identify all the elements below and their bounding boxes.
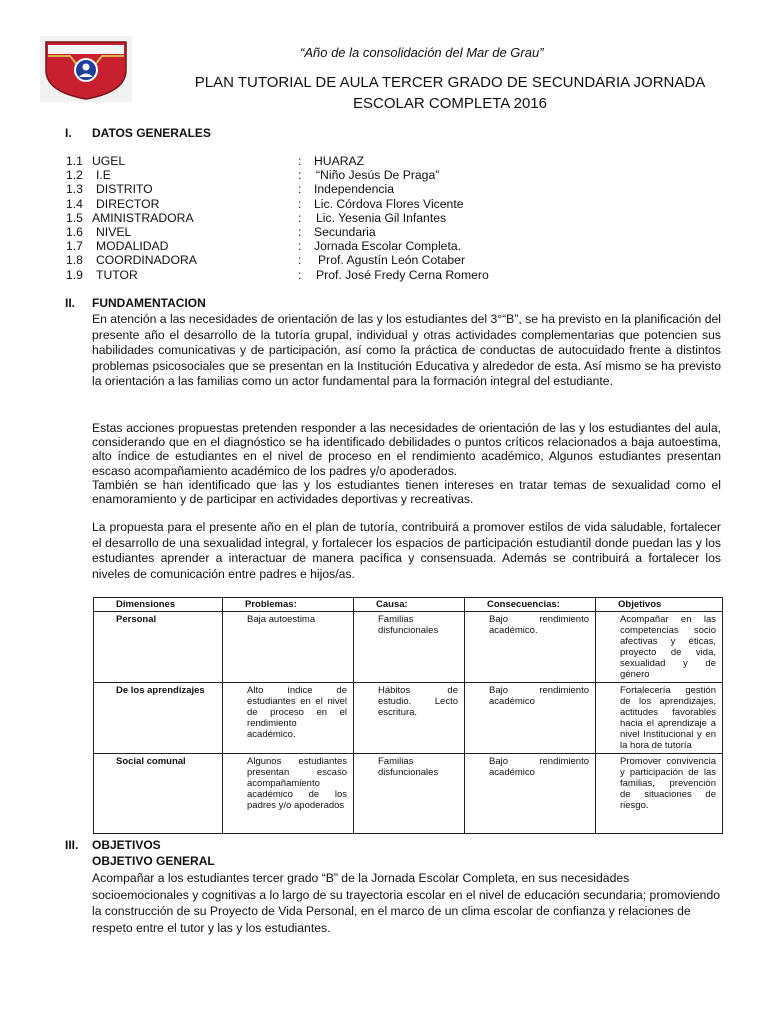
header-problemas: Problemas: [223, 598, 354, 612]
data-row [66, 182, 546, 196]
page-title [140, 72, 760, 114]
data-row [66, 253, 546, 267]
header-dimensiones: Dimensiones [94, 598, 223, 612]
row-label: AMINISTRADORA [92, 210, 194, 225]
row-label: TUTOR [96, 267, 138, 282]
row-value: Lic. Córdova Flores Vicente [314, 196, 464, 211]
row-value: Prof. Agustín León Cotaber [318, 253, 466, 268]
row-label: DIRECTOR [96, 196, 160, 211]
fundamentacion-paragraph-3: La propuesta para el presente año en el plan de tutoría, contribuirá a promover estilos de vida saludable, fortalecer el desarrollo de una sexualidad integral, y fortalecer los espacios de participación estudiantil donde puedan las y los estudiantes aprender a interactuar de manera pacífica y consensuada. Además se contribuirá a fortalecer los niveles de comunicación entre padres e hijos/as. [92, 520, 721, 581]
table-cell: Fortalecería gestión de los aprendizajes, actitudes favorables hacia el aprendizaje a nivel Institucional y en la hora de tutoría [596, 683, 723, 754]
header-consecuencias: Consecuencias: [465, 598, 596, 612]
row-value: Jornada Escolar Completa. [314, 239, 461, 254]
table-row [94, 612, 723, 683]
section-1-number: I. [65, 126, 72, 140]
row-number: 1.4 [66, 196, 83, 211]
year-motto: “Año de la consolidación del Mar de Grau” [300, 45, 544, 60]
table-cell: Promover convivencia y participación de las familias, prevención de situaciones de riesgo. [596, 754, 723, 834]
table-cell: Alto índice de estudiantes en el nivel de proceso en el rendimiento académico. [223, 683, 354, 754]
data-row [66, 168, 546, 182]
paragraph-2b: También se han identificado que las y los estudiantes tienen intereses en tratar temas de sexualidad como el enamoramiento y de participar en actividades deportivas y recreativas. [92, 477, 721, 507]
objetivo-general-paragraph: Acompañar a los estudiantes tercer grado “B” de la Jornada Escolar Completa, en sus necesidades socioemocionales y cognitivas a lo largo de su trayectoria escolar en el nivel de educación secundaria; promoviendo la construcción de su Proyecto de Vida Personal, en el marco de un clima escolar de confianza y relaciones de respeto entre el tutor y las y los estudiantes. [92, 871, 721, 935]
title-line-2: ESCOLAR COMPLETA 2016 [353, 95, 547, 112]
row-value: Prof. José Fredy Cerna Romero [316, 267, 489, 282]
table-cell: Familias disfuncionales [354, 612, 465, 683]
section-3-heading [65, 838, 161, 852]
row-colon: : [298, 168, 302, 183]
row-colon: : [298, 224, 302, 239]
row-value: Secundaria [314, 224, 376, 239]
section-1-heading [65, 126, 211, 140]
data-row [66, 211, 546, 225]
paragraph-2a: Estas acciones propuestas pretenden responder a las necesidades de orientación de las y los estudiantes del aula, considerando que en el diagnóstico se ha identificado debilidades o puntos críticos relacionados a baja autoestima, alto índice de estudiantes en el nivel de proceso en el rendimiento académico, Algunos estudiantes presentan escaso acompañamiento académico de los padres y/o apoderados. [92, 421, 721, 478]
row-number: 1.3 [66, 182, 83, 197]
row-number: 1.2 [66, 168, 83, 183]
school-crest-logo [40, 36, 132, 102]
data-row [66, 225, 546, 239]
section-3-title: OBJETIVOS [92, 838, 161, 852]
row-colon: : [298, 239, 302, 254]
row-number: 1.8 [66, 253, 83, 268]
dimensions-table [93, 597, 723, 834]
section-2-heading [65, 296, 206, 310]
fundamentacion-paragraph-2 [92, 421, 721, 506]
table-header-row [94, 598, 723, 612]
row-number: 1.6 [66, 224, 83, 239]
data-row [66, 154, 546, 168]
row-number: 1.5 [66, 210, 83, 225]
table-cell: Social comunal [94, 754, 223, 834]
row-value: “Niño Jesús De Praga” [316, 168, 440, 183]
fundamentacion-paragraph-1: En atención a las necesidades de orientación de las y los estudiantes del 3°“B”, se ha previsto en la planificación del presente año el desarrollo de la tutoría grupal, individual y otras actividades complementarias que potencien sus habilidades comunicativas y de participación, así como la práctica de conductas de autocuidado frente a distintos problemas psicosociales que se presentan en la Institución Educativa y alrededor de esta. Así mismo se ha previsto la orientación a las familias como un actor fundamental para la formación integral del estudiante. [92, 312, 721, 388]
row-label: I.E [96, 168, 111, 183]
header-objetivos: Objetivos [596, 598, 723, 612]
row-label: UGEL [92, 154, 126, 168]
table-row [94, 754, 723, 834]
table-cell: Acompañar en las competencias socio afectivas y éticas, proyecto de vida, sexualidad y de género [596, 612, 723, 683]
data-row [66, 268, 546, 282]
row-label: COORDINADORA [96, 253, 197, 268]
row-colon: : [298, 267, 302, 282]
section-2-number: II. [65, 296, 76, 310]
table-cell: Hábitos de estudio. Lecto escritura. [354, 683, 465, 754]
section-2-title: FUNDAMENTACION [92, 296, 206, 310]
general-data-list [66, 154, 546, 282]
table-cell: Personal [94, 612, 223, 683]
header-causa: Causa: [354, 598, 465, 612]
table-row [94, 683, 723, 754]
section-3-number: III. [65, 838, 79, 852]
row-value: Lic. Yesenia Gil Infantes [316, 210, 447, 225]
table-cell: Bajo rendimiento académico. [465, 612, 596, 683]
row-number: 1.1 [66, 154, 83, 168]
table-cell: Bajo rendimiento académico [465, 683, 596, 754]
row-colon: : [298, 196, 302, 211]
row-value: Independencia [314, 182, 394, 197]
table-cell: Algunos estudiantes presentan escaso acompañamiento académico de los padres y/o apoderados [223, 754, 354, 834]
table-cell: Bajo rendimiento académico [465, 754, 596, 834]
row-colon: : [298, 253, 302, 268]
row-colon: : [298, 210, 302, 225]
table-cell: Baja autoestima [223, 612, 354, 683]
row-number: 1.7 [66, 239, 83, 254]
row-colon: : [298, 182, 302, 197]
row-label: DISTRITO [96, 182, 153, 197]
row-value: HUARAZ [314, 154, 365, 168]
data-row [66, 239, 546, 253]
table-cell: De los aprendizajes [94, 683, 223, 754]
section-1-title: DATOS GENERALES [92, 126, 211, 140]
table-cell: Familias disfuncionales [354, 754, 465, 834]
objetivo-general-heading: OBJETIVO GENERAL [92, 854, 215, 868]
data-row [66, 197, 546, 211]
row-label: NIVEL [96, 224, 132, 239]
row-colon: : [298, 154, 302, 168]
title-line-1: PLAN TUTORIAL DE AULA TERCER GRADO DE SECUNDARIA JORNADA [194, 74, 706, 91]
row-number: 1.9 [66, 267, 83, 282]
row-label: MODALIDAD [96, 239, 169, 254]
